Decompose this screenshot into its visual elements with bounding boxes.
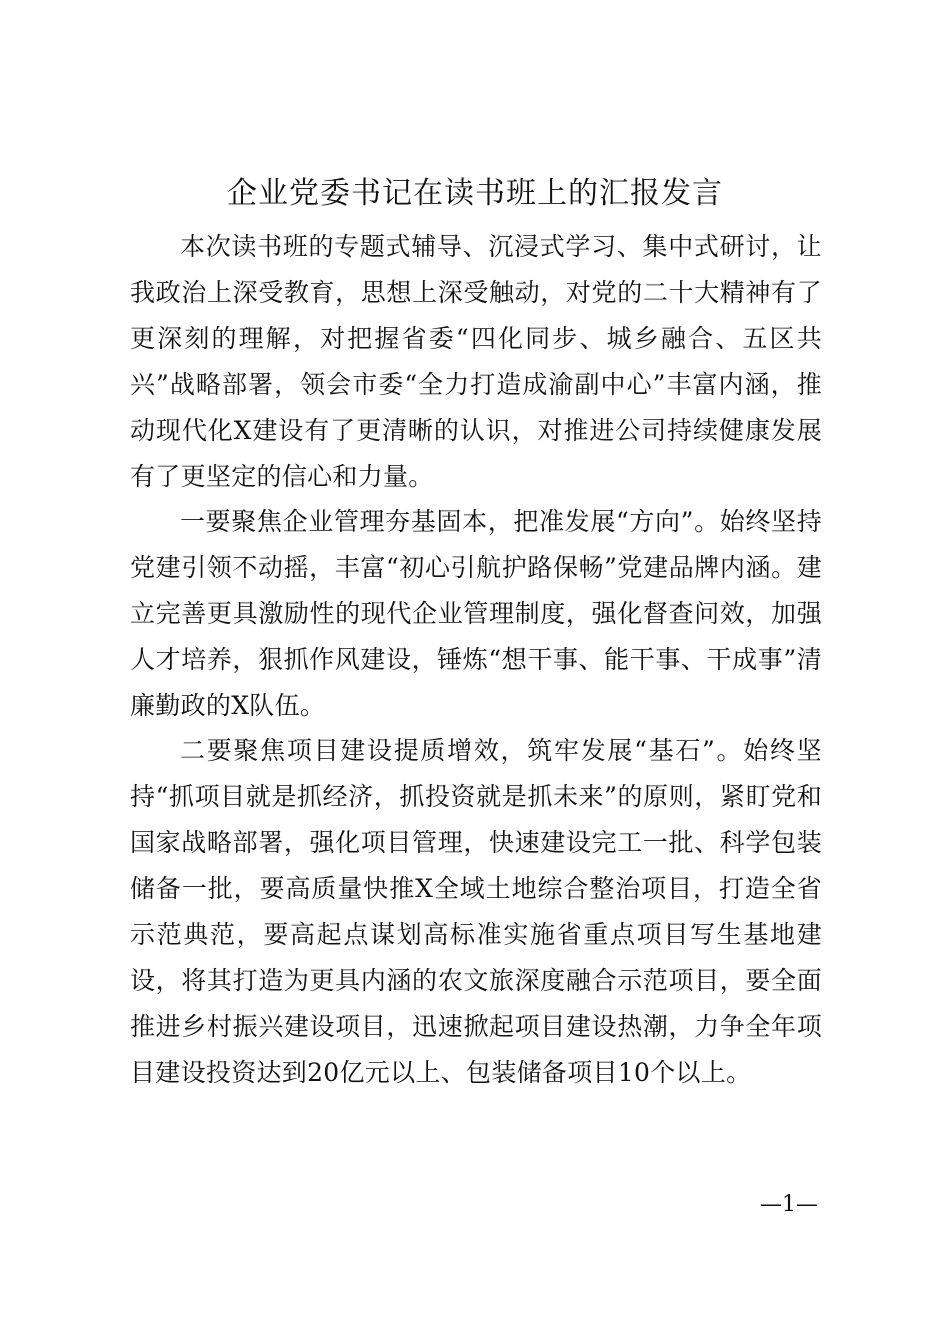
paragraph-intro: 本次读书班的专题式辅导、沉浸式学习、集中式研讨，让我政治上深受教育，思想上深受触动，对党的二十大精神有了更深刻的理解，对把握省委“四化同步、城乡融合、五区共兴”战略部署，领会市委“全力打造成渝副中心”丰富内涵，推动现代化X建设有了更清晰的认识，对推进公司持续健康发展有了更坚定的信心和力量。	[130, 232, 822, 491]
document-title: 企业党委书记在读书班上的汇报发言	[227, 176, 723, 211]
page-number: —1—	[760, 1192, 818, 1217]
paragraph-project-construction: 二要聚焦项目建设提质增效，筑牢发展“基石”。始终坚持“抓项目就是抓经济，抓投资就是抓未来”的原则，紧盯党和国家战略部署，强化项目管理，快速建设完工一批、科学包装储备一批，要高质量快推X全域土地综合整治项目，打造全省示范典范，要高起点谋划高标准实施省重点项目写生基地建设，将其打造为更具内涵的农文旅深度融合示范项目，要全面推进乡村振兴建设项目，迅速掀起项目建设热潮，力争全年项目建设投资达到20亿元以上、包装储备项目10个以上。	[130, 736, 822, 1087]
paragraph-enterprise-management: 一要聚焦企业管理夯基固本，把准发展“方向”。始终坚持党建引领不动摇，丰富“初心引航护路保畅”党建品牌内涵。建立完善更具激励性的现代企业管理制度，强化督查问效，加强人才培养，狠抓作风建设，锤炼“想干事、能干事、干成事”清廉勤政的X队伍。	[130, 507, 822, 720]
